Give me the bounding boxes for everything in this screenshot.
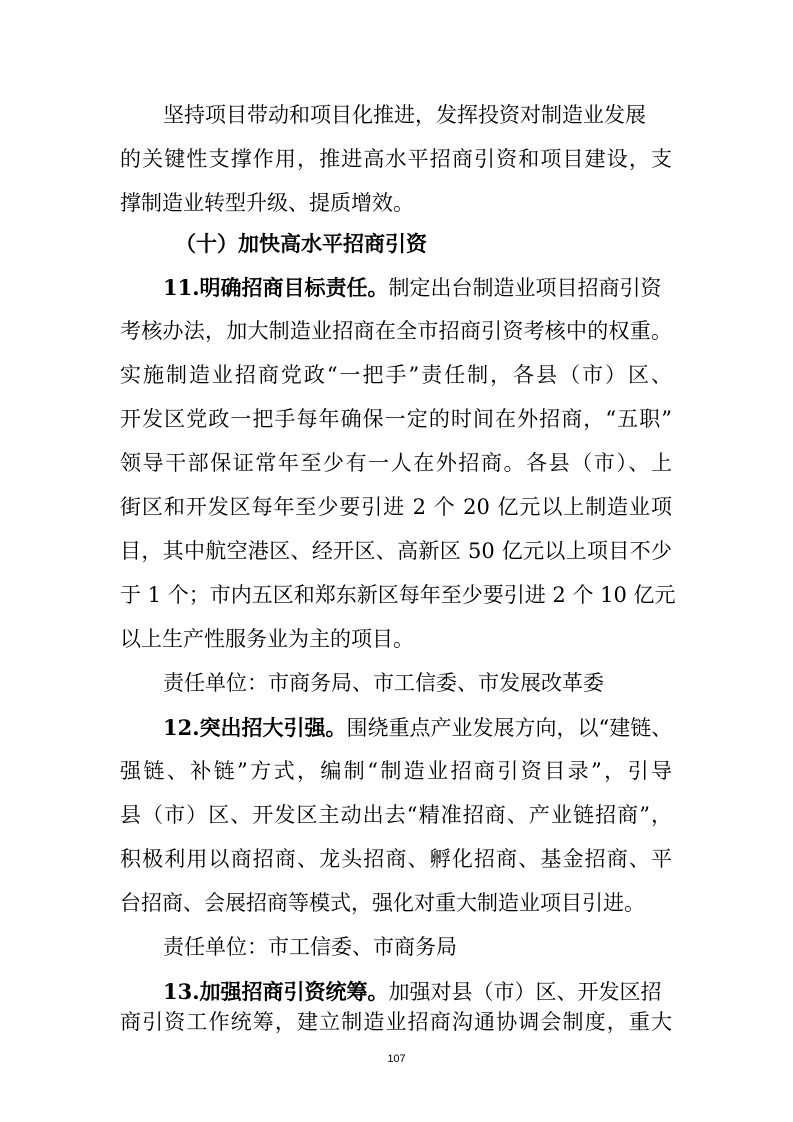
paragraph-line: 台招商、会展招商等模式，强化对重大制造业项目引进。 (120, 891, 645, 915)
item-11-first-line (163, 274, 662, 302)
paragraph-line: 的关键性支撑作用，推进高水平招商引资和项目建设，支 (120, 147, 672, 171)
page-number: 107 (387, 1053, 406, 1065)
paragraph-line: 开发区党政一把手每年确保一定的时间在外招商，“五职” (120, 407, 672, 431)
responsible-units: 责任单位：市工信委、市商务局 (163, 935, 457, 959)
paragraph-line: 考核办法，加大制造业招商在全市招商引资考核中的权重。 (120, 319, 672, 343)
paragraph-line: 强链、补链”方式，编制“制造业招商引资目录”，引导 (120, 759, 672, 783)
paragraph-line: 实施制造业招商党政“一把手”责任制，各县（市）区、 (120, 363, 672, 387)
item-13-lead: 13.加强招商引资统筹。 (163, 979, 389, 1004)
paragraph-line: 坚持项目带动和项目化推进，发挥投资对制造业发展 (163, 103, 646, 127)
item-13-first-line (163, 978, 662, 1006)
responsible-units: 责任单位：市商务局、市工信委、市发展改革委 (163, 671, 604, 695)
paragraph-line: 领导干部保证常年至少有一人在外招商。各县（市）、上 (120, 451, 672, 475)
item-11-first-rest: 制定出台制造业项目招商引资 (388, 276, 662, 300)
item-12-first-rest: 围绕重点产业发展方向，以“建链、 (346, 716, 673, 740)
paragraph-line: 撑制造业转型升级、提质增效。 (120, 191, 414, 215)
item-13-first-rest: 加强对县（市）区、开发区招 (388, 980, 662, 1004)
paragraph-line: 于 1 个；市内五区和郑东新区每年至少要引进 2 个 10 亿元 (120, 583, 676, 607)
section-heading: （十）加快高水平招商引资 (175, 232, 427, 256)
paragraph-line: 目，其中航空港区、经开区、高新区 50 亿元以上项目不少 (120, 539, 672, 563)
paragraph-line: 街区和开发区每年至少要引进 2 个 20 亿元以上制造业项 (120, 495, 672, 519)
paragraph-line: 以上生产性服务业为主的项目。 (120, 627, 414, 651)
paragraph-line: 商引资工作统筹，建立制造业招商沟通协调会制度，重大 (120, 1010, 672, 1034)
item-12-first-line (163, 714, 672, 742)
paragraph-line: 积极利用以商招商、龙头招商、孵化招商、基金招商、平 (120, 847, 672, 871)
item-11-lead: 11.明确招商目标责任。 (163, 275, 389, 300)
paragraph-line: 县（市）区、开发区主动出去“精准招商、产业链招商”， (120, 803, 672, 827)
item-12-lead: 12.突出招大引强。 (163, 715, 347, 740)
